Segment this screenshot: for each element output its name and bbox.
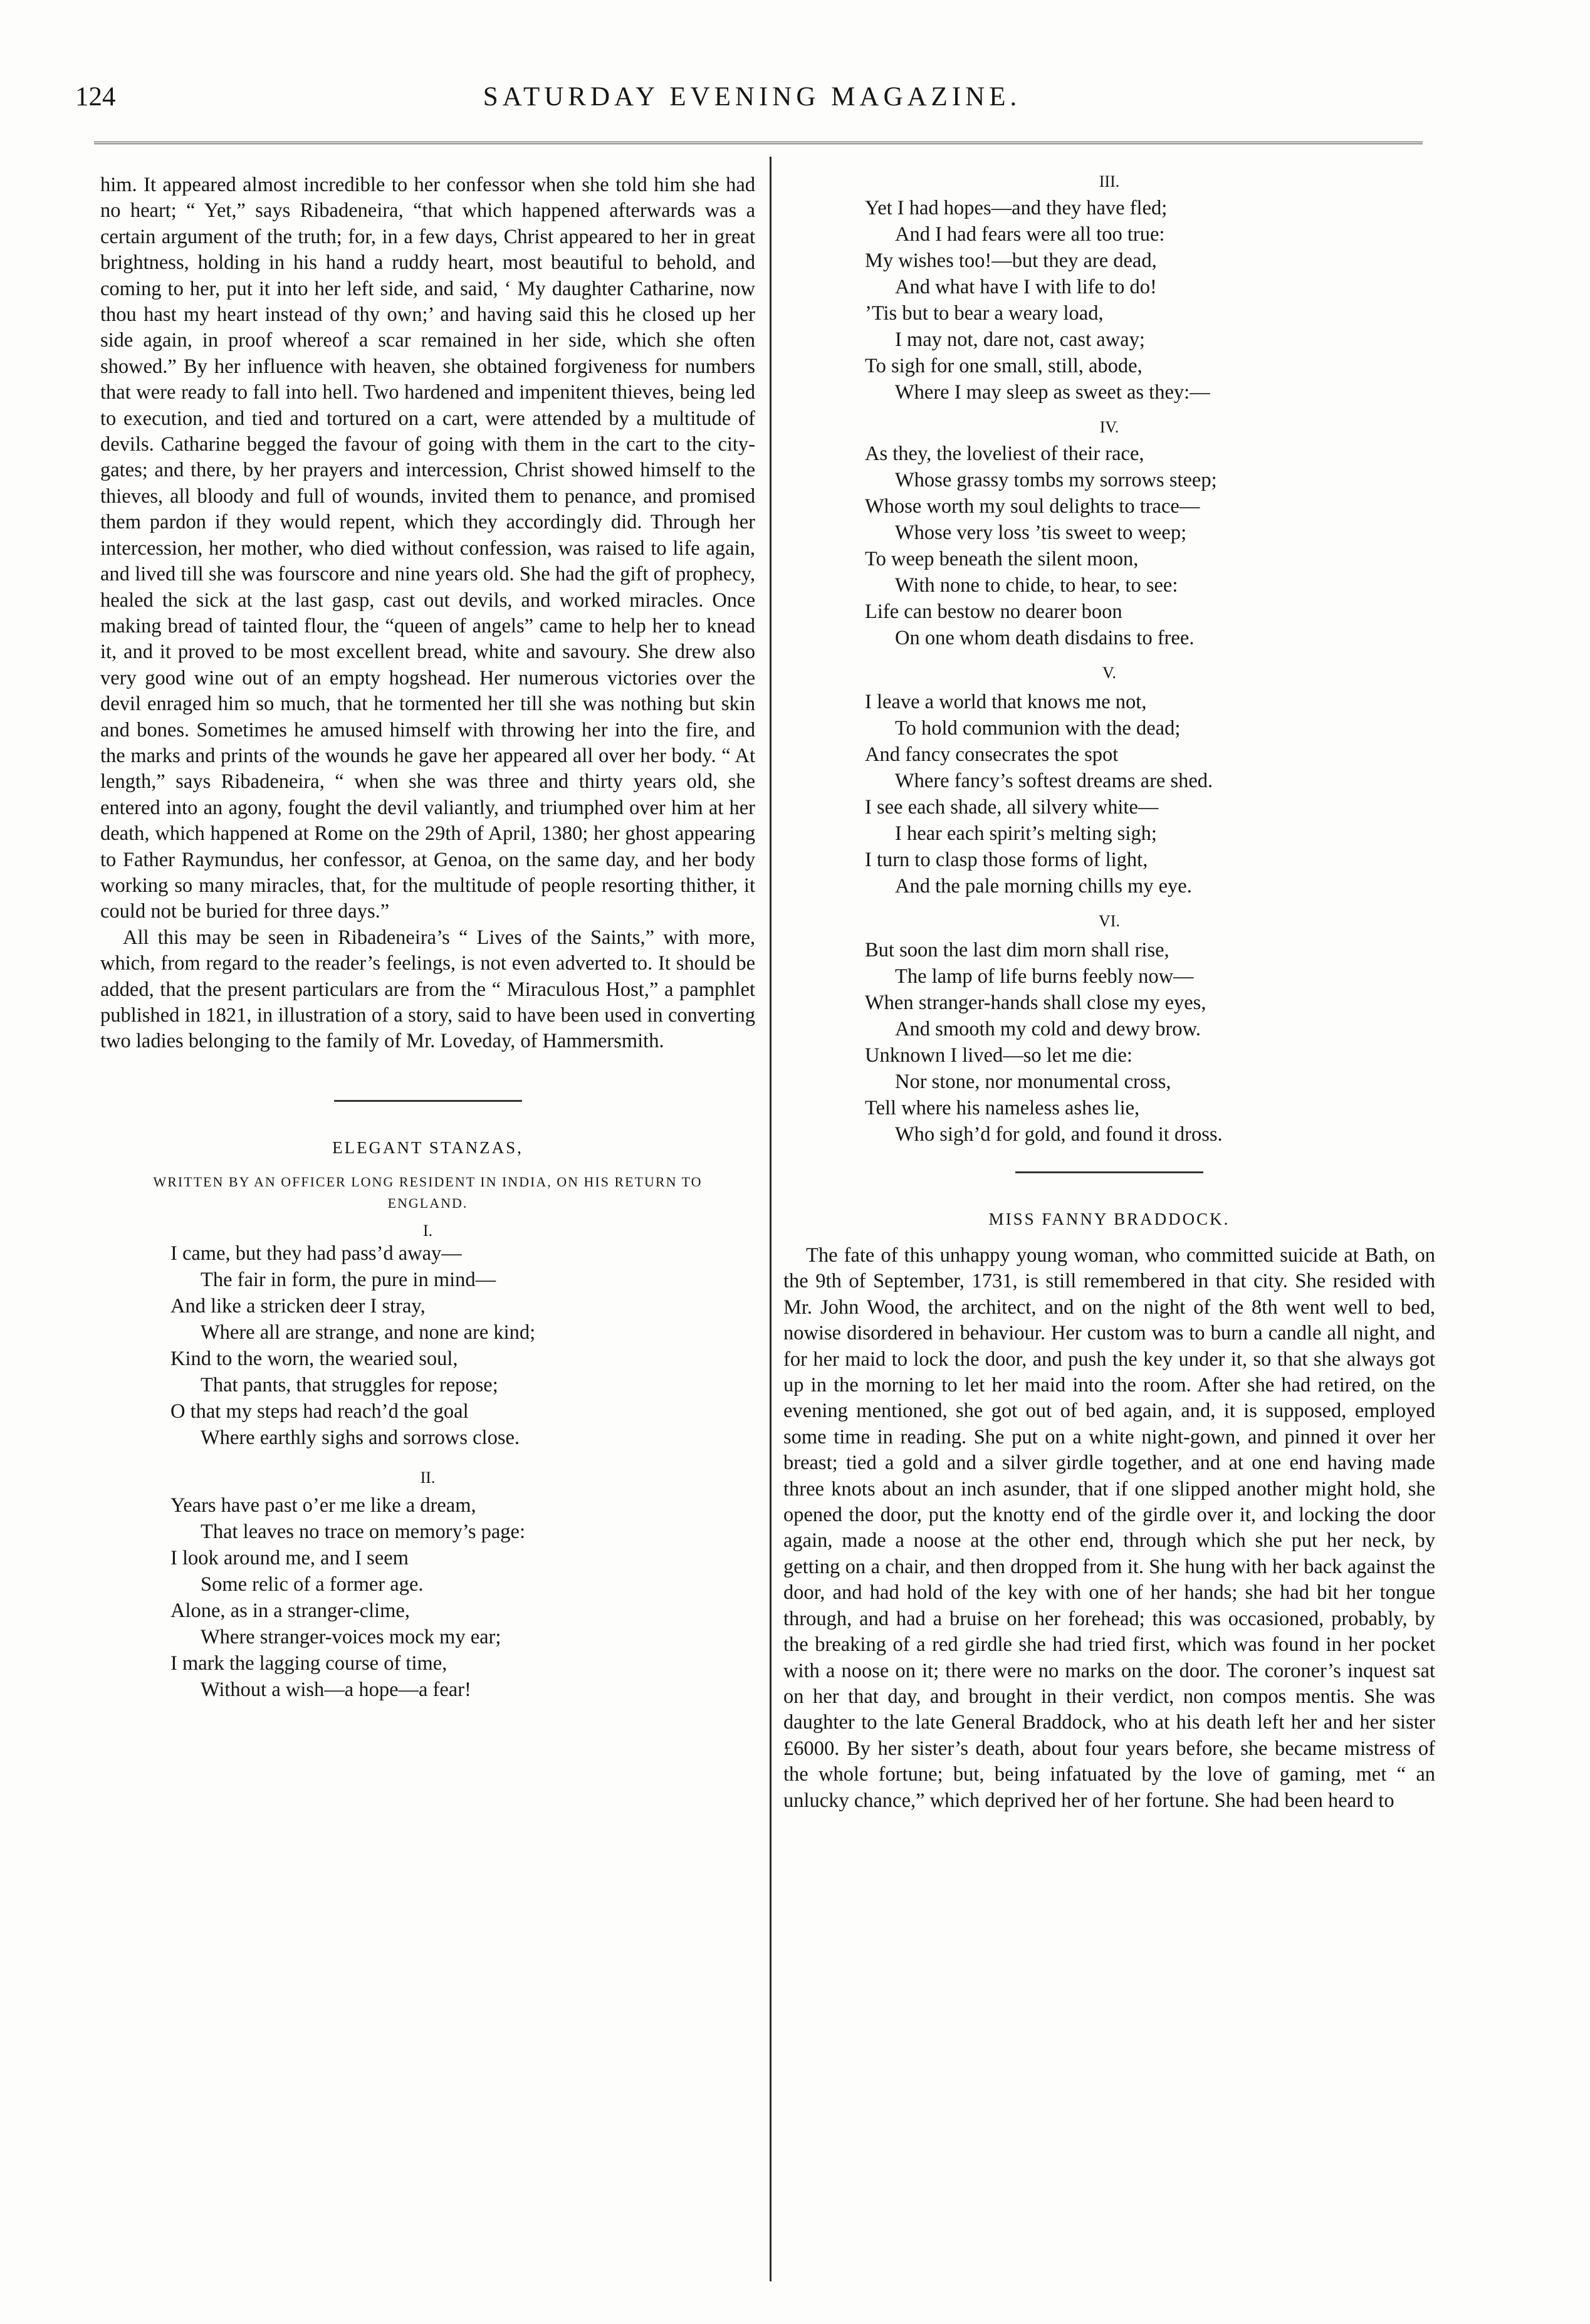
poem-line: I hear each spirit’s melting sigh; bbox=[895, 822, 1157, 845]
poem-line: Unknown I lived—so let me die: bbox=[865, 1044, 1132, 1067]
poem-line: Whose very loss ’tis sweet to weep; bbox=[895, 521, 1187, 544]
poem-stanza bbox=[865, 195, 1435, 406]
poem-line: Where fancy’s softest dreams are shed. bbox=[895, 770, 1213, 792]
poem-line: I mark the lagging course of time, bbox=[170, 1651, 447, 1675]
poem-line: I may not, dare not, cast away; bbox=[895, 328, 1145, 351]
poem-line: I leave a world that knows me not, bbox=[865, 691, 1147, 713]
poem-line: And what have I with life to do! bbox=[895, 276, 1157, 298]
poem-line: To weep beneath the silent moon, bbox=[865, 548, 1139, 570]
poem-stanza bbox=[865, 689, 1435, 899]
poem-stanza bbox=[170, 1492, 755, 1703]
poem-line: The lamp of life burns feebly now— bbox=[895, 965, 1194, 988]
poem-line: To hold communion with the dead; bbox=[895, 717, 1181, 740]
poem-line: Yet I had hopes—and they have fled; bbox=[865, 197, 1168, 219]
stanza-number: I. bbox=[422, 1221, 433, 1240]
stanza-number: II. bbox=[420, 1468, 436, 1487]
poem-subtitle: WRITTEN BY AN OFFICER LONG RESIDENT IN INDIA, ON HIS RETURN TO ENGLAND. bbox=[153, 1173, 703, 1211]
poem-line: My wishes too!—but they are dead, bbox=[865, 249, 1157, 272]
poem-line: The fair in form, the pure in mind— bbox=[201, 1268, 496, 1291]
stanza-number: IV. bbox=[1099, 418, 1119, 436]
poem-line: With none to chide, to hear, to see: bbox=[895, 574, 1178, 597]
section-rule bbox=[334, 1100, 522, 1102]
poem-line: O that my steps had reach’d the goal bbox=[170, 1400, 469, 1423]
poem-line: Alone, as in a stranger-clime, bbox=[170, 1599, 410, 1622]
poem-stanza bbox=[865, 441, 1435, 651]
poem-line: And like a stricken deer I stray, bbox=[170, 1294, 426, 1317]
article-paragraph: him. It appeared almost incredible to her confessor when she told him she had no heart; “ Yet,” says Ribadeneira, “that which happened afterwards was a certain argument of the truth; for, in a few days, Christ appeared to her in great brightness, holding in his hand a ruddy heart, most beautiful to behold, and coming to her, put it into her left side, and said, ‘ My daughter Catharine, now thou hast my heart instead of thy own;’ and having said this he closed up her side again, in proof whereof a scar remained in her side, which she often showed.” By her influence with heaven, she obtained forgiveness for numbers that were ready to fall into hell. Two hardened and impenitent thieves, being led to execution, and tied and tortured on a cart, were attended by a multitude of devils. Catharine begged the favour of going with them in the cart to the city-gates; and there, by her prayers and intercession, Christ showed himself to the thieves, all bloody and full of wounds, invited them to penance, and promised them pardon if they would repent, which they accordingly did. Through her intercession, her mother, who died without confession, was raised to life again, and lived till she was fourscore and nine years old. She had the gift of prophecy, healed the sick at the last gasp, cast out devils, and worked miracles. Once making bread of tainted flour, the “queen of angels” came to help her to knead it, and it proved to be most excellent bread, white and savoury. She drew also very good wine out of an empty hogshead. Her numerous victories over the devil enraged him so much, that he tormented her till she was nothing but skin and bones. Sometimes he amused himself with throwing her into the fire, and the marks and prints of the wounds he gave her appeared all over her body. “ At length,” says Ribadeneira, “ when she was three and thirty years old, she entered into an agony, fought the devil valiantly, and triumphed over him at her death, which happened at Rome on the 29th of April, 1380; her ghost appearing to Father Raymundus, her confessor, at Genoa, on the same day, and her body working so many miracles, that, for the multitude of people resorting thither, it could not be buried for three days.” bbox=[100, 174, 755, 923]
poem-line: Where earthly sighs and sorrows close. bbox=[201, 1426, 520, 1449]
poem-line: ’Tis but to bear a weary load, bbox=[865, 302, 1104, 325]
right-column bbox=[783, 172, 1435, 1814]
poem-line: I see each shade, all silvery white— bbox=[865, 796, 1159, 819]
poem-title: ELEGANT STANZAS, bbox=[332, 1138, 523, 1157]
stanza-number: III. bbox=[1099, 172, 1120, 191]
poem-line: Nor stone, nor monumental cross, bbox=[895, 1070, 1171, 1093]
poem-line: As they, the loveliest of their race, bbox=[865, 442, 1144, 465]
poem-stanza bbox=[865, 937, 1435, 1148]
poem-line: Kind to the worn, the wearied soul, bbox=[170, 1347, 458, 1370]
poem-line: Years have past o’er me like a dream, bbox=[170, 1494, 476, 1517]
poem-line: Whose worth my soul delights to trace— bbox=[865, 495, 1200, 518]
poem-line: I came, but they had pass’d away— bbox=[170, 1242, 462, 1265]
poem-line: That leaves no trace on memory’s page: bbox=[201, 1520, 526, 1543]
article-paragraph: All this may be seen in Ribadeneira’s “ Lives of the Saints,” with more, which, from regard to the reader’s feelings, is not even adverted to. It should be added, that the present particulars are from the “ Miraculous Host,” a pamphlet published in 1821, in illustration of a story, said to have been used in converting two ladies belonging to the family of Mr. Loveday, of Hammersmith. bbox=[100, 926, 755, 1053]
page-number: 124 bbox=[75, 82, 116, 112]
poem-line: Where stranger-voices mock my ear; bbox=[201, 1625, 501, 1648]
poem-line: When stranger-hands shall close my eyes, bbox=[865, 992, 1206, 1014]
stanza-number: VI. bbox=[1099, 912, 1120, 930]
poem-line: And smooth my cold and dewy brow. bbox=[895, 1018, 1201, 1040]
stanza-number: V. bbox=[1102, 664, 1116, 682]
poem-line: And I had fears were all too true: bbox=[895, 223, 1165, 246]
poem-line: And the pale morning chills my eye. bbox=[895, 875, 1192, 898]
poem-line: That pants, that struggles for repose; bbox=[201, 1373, 498, 1396]
article-paragraph: The fate of this unhappy young woman, who committed suicide at Bath, on the 9th of September, 1731, is still remembered in that city. She resided with Mr. John Wood, the architect, and on the night of the 8th went well to bed, nowise disordered in behaviour. Her custom was to burn a candle all night, and for her maid to lock the door, and push the key under it, so that she always got up in the morning to let her maid into the room. After she had retired, on the evening mentioned, she got out of bed again, and, it is supposed, employed some time in reading. She put on a white night-gown, and pinned it over her breast; tied a gold and a silver girdle together, and at one end having made three knots about an inch asunder, that if one slipped another might hold, she opened the door, put the knotty end of the girdle over it, and locking the door again, made a noose at the other end, through which she put her neck, by getting on a chair, and then dropped from it. She hung with her back against the door, and had hold of the key with one of her hands; she had bit her tongue through, and had a bruise on her forehead; this was occasioned, probably, by the breaking of a red girdle she had tried first, which was found in her pocket with a noose on it; there were no marks on the door. The coroner’s inquest sat on her that day, and brought in their verdict, non compos mentis. She was daughter to the late General Braddock, who at his death left her and her sister £6000. By her sister’s death, about four years before, she became mistress of the whole fortune; but, being infatuated by the love of gaming, met “ an unlucky chance,” which deprived her of her fortune. She had been heard to bbox=[783, 1244, 1435, 1812]
poem-line: I turn to clasp those forms of light, bbox=[865, 849, 1148, 871]
poem-line: I look around me, and I seem bbox=[170, 1546, 409, 1569]
article-title: MISS FANNY BRADDOCK. bbox=[988, 1210, 1230, 1228]
poem-line: Who sigh’d for gold, and found it dross. bbox=[895, 1123, 1223, 1146]
column-divider bbox=[770, 157, 771, 2281]
poem-line: Where I may sleep as sweet as they:— bbox=[895, 381, 1210, 404]
running-title: SATURDAY EVENING MAGAZINE. bbox=[483, 82, 1022, 112]
poem-line: Whose grassy tombs my sorrows steep; bbox=[895, 469, 1217, 491]
poem-line: Life can bestow no dearer boon bbox=[865, 600, 1122, 623]
page-header bbox=[75, 81, 1429, 125]
poem-line: Tell where his nameless ashes lie, bbox=[865, 1097, 1140, 1119]
poem-line: Some relic of a former age. bbox=[201, 1573, 424, 1596]
poem-line: And fancy consecrates the spot bbox=[865, 743, 1119, 766]
poem-line: But soon the last dim morn shall rise, bbox=[865, 939, 1169, 961]
poem-line: Without a wish—a hope—a fear! bbox=[201, 1678, 471, 1701]
left-column bbox=[100, 172, 755, 1703]
header-rule bbox=[94, 142, 1423, 144]
poem-line: To sigh for one small, still, abode, bbox=[865, 355, 1143, 377]
poem-line: Where all are strange, and none are kind; bbox=[201, 1321, 536, 1344]
section-rule bbox=[1015, 1171, 1203, 1173]
poem-stanza bbox=[170, 1240, 755, 1451]
poem-line: On one whom death disdains to free. bbox=[895, 627, 1195, 649]
